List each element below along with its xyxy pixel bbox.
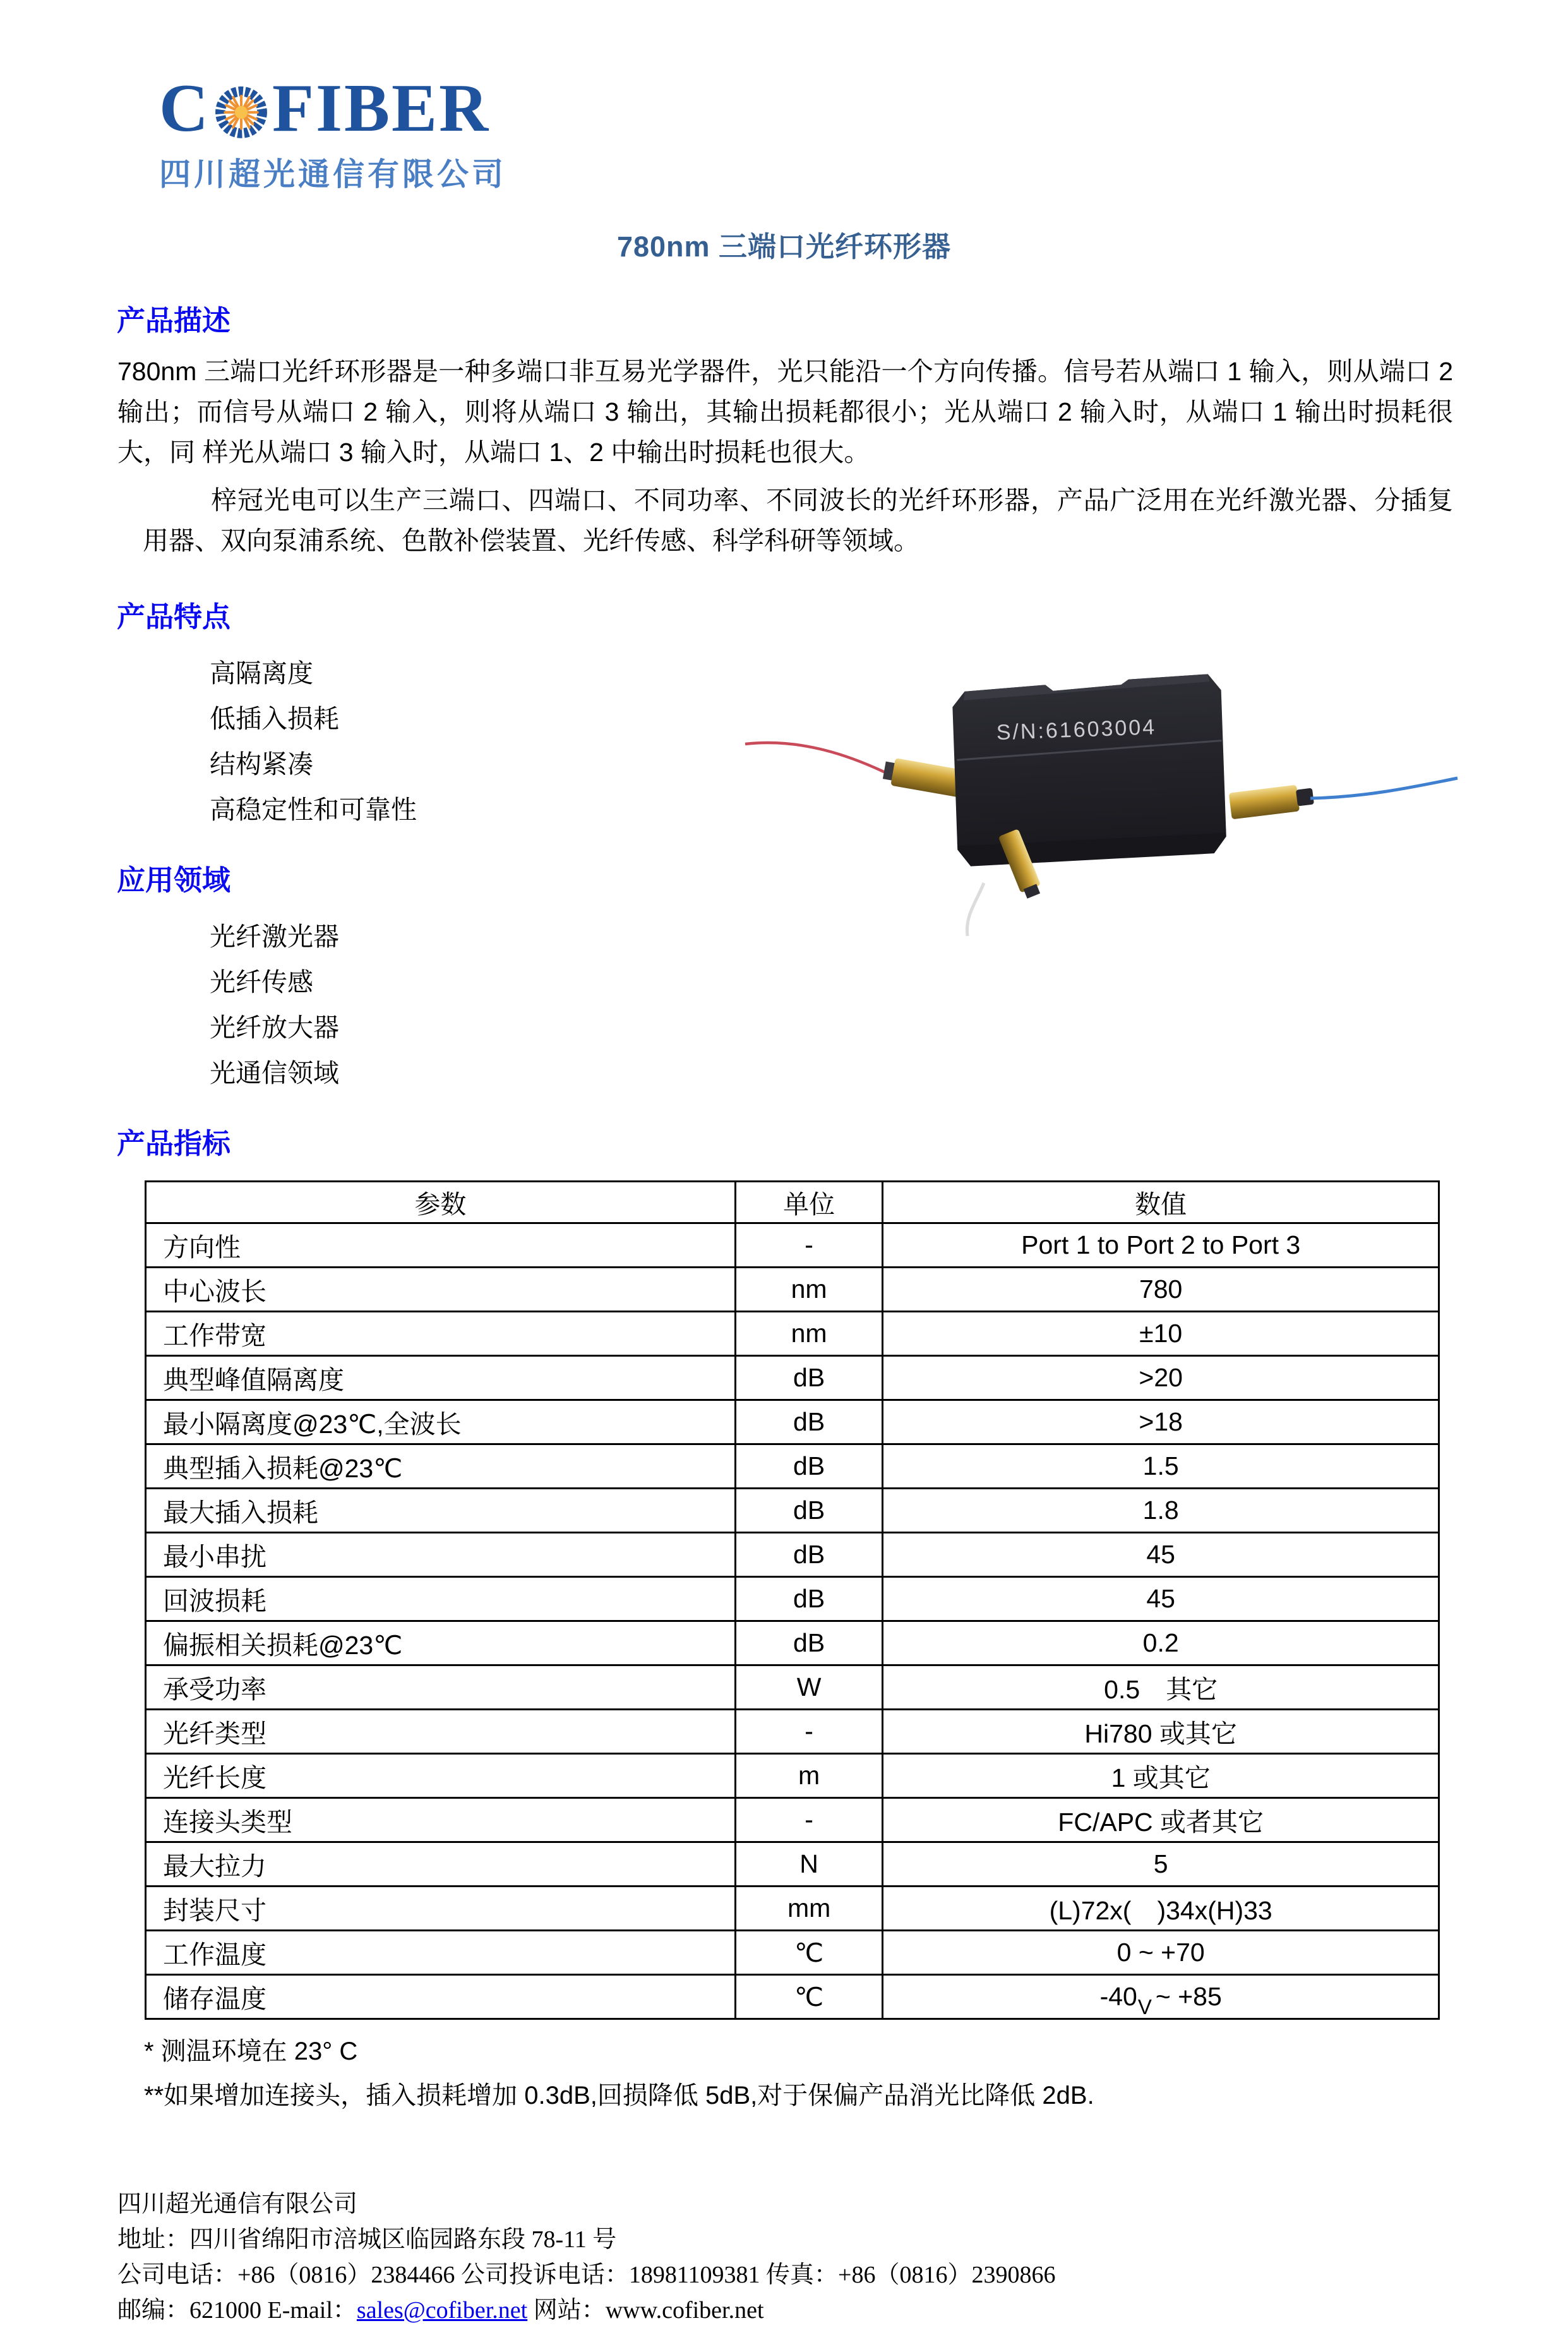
logo-company-name: 四川超光通信有限公司 [159,157,506,192]
feature-item: 低插入损耗 [210,704,339,733]
param-cell: 工作带宽 [146,1312,736,1356]
header-unit: 单位 [735,1182,882,1223]
storage-temp-main: -40 [1099,1982,1137,2011]
description-paragraph-1: 780nm 三端口光纤环形器是一种多端口非互易光学器件，光只能沿一个方向传播。信号若从端口 1 输入，则从端口 2 输出；而信号从端口 2 输入，则将从端口 3 输出，其输出损耗都很小；光从端口 2 输入时，从端口 1 输出时损耗很大，同 样光从端口 3 输入时，从端口 1、2 中输出时损耗也很大。 [117,357,1453,467]
table-footnotes [144,2035,1568,2112]
unit-cell: N [735,1842,882,1887]
param-cell: 连接头类型 [146,1798,736,1842]
footer-website-label: 网站： [527,2297,606,2324]
unit-cell: dB [735,1621,882,1665]
footnote-2: **如果增加连接头，插入损耗增加 0.3dB,回损降低 5dB,对于保偏产品消光比降低 2dB. [144,2082,1094,2109]
value-cell: 780 [883,1268,1439,1312]
footer-address: 地址：四川省绵阳市涪城区临园路东段 78-11 号 [117,2226,617,2253]
param-cell: 中心波长 [146,1268,736,1312]
value-cell: 45 [883,1577,1439,1621]
heading-product-description: 产品描述 [117,304,231,337]
application-item: 光纤激光器 [210,922,339,951]
value-cell: Port 1 to Port 2 to Port 3 [883,1223,1439,1268]
table-row [146,1312,1439,1356]
param-cell: 最大插入损耗 [146,1489,736,1533]
value-cell: >18 [883,1400,1439,1444]
param-cell: 承受功率 [146,1665,736,1710]
table-row [146,1223,1439,1268]
unit-cell: mm [735,1887,882,1931]
storage-temp-tail: ~ +85 [1155,1982,1222,2011]
unit-cell: - [735,1710,882,1754]
heading-product-specs: 产品指标 [117,1127,231,1160]
fiber-blue [1310,778,1457,798]
serial-number-label: S/N:61603004 [996,715,1157,745]
unit-cell: ℃ [735,1975,882,2019]
value-cell: 0 ~ +70 [883,1931,1439,1975]
email-link[interactable]: sales@cofiber.net [356,2297,528,2324]
table-header-row [146,1182,1439,1223]
left-ferrule-icon [882,757,966,798]
circulator-device-image [733,644,1459,985]
table-row [146,1577,1439,1621]
value-cell: 1 或其它 [883,1754,1439,1798]
unit-cell: nm [735,1268,882,1312]
value-cell: ±10 [883,1312,1439,1356]
value-cell: >20 [883,1356,1439,1400]
param-cell: 光纤长度 [146,1754,736,1798]
unit-cell: dB [735,1356,882,1400]
brand-letter-c: C [159,71,210,146]
value-cell: Hi780 或其它 [883,1710,1439,1754]
fiber-red [745,743,889,774]
right-ferrule-icon [1229,783,1315,820]
header-param: 参数 [146,1182,736,1223]
brand-wordmark [159,71,1568,146]
table-row [146,1356,1439,1400]
table-row [146,1268,1439,1312]
unit-cell: W [735,1665,882,1710]
value-cell [883,1975,1439,2019]
table-row [146,1975,1439,2019]
unit-cell: ℃ [735,1931,882,1975]
footer-phones: 公司电话：+86（0816）2384466 公司投诉电话：18981109381 传真：+86（0816）2390866 [117,2262,1056,2288]
value-cell: (L)72x( )34x(H)33 [883,1887,1439,1931]
footer-website: www.cofiber.net [605,2297,764,2324]
unit-cell: dB [735,1533,882,1577]
param-cell: 最小隔离度@23℃,全波长 [146,1400,736,1444]
application-item: 光通信领域 [210,1059,339,1088]
param-cell: 光纤类型 [146,1710,736,1754]
feature-item: 高隔离度 [210,659,313,688]
specs-table [145,1180,1440,2020]
value-cell: 1.5 [883,1444,1439,1489]
value-cell: 0.2 [883,1621,1439,1665]
value-cell: 1.8 [883,1489,1439,1533]
param-cell: 最大拉力 [146,1842,736,1887]
param-cell: 方向性 [146,1223,736,1268]
table-row [146,1489,1439,1533]
heading-product-features: 产品特点 [117,601,231,633]
param-cell: 回波损耗 [146,1577,736,1621]
table-row [146,1887,1439,1931]
value-cell: 45 [883,1533,1439,1577]
product-photo [733,644,1459,985]
footer-company: 四川超光通信有限公司 [117,2191,358,2217]
storage-temp-subscript: V [1137,1995,1152,2019]
table-row [146,1621,1439,1665]
unit-cell: dB [735,1400,882,1444]
table-row [146,1754,1439,1798]
heading-application-areas: 应用领域 [117,864,231,896]
unit-cell: m [735,1754,882,1798]
unit-cell: - [735,1798,882,1842]
device-box [952,674,1227,867]
application-item: 光纤传感 [210,968,313,997]
page-title: 780nm 三端口光纤环形器 [616,231,952,263]
unit-cell: dB [735,1444,882,1489]
param-cell: 储存温度 [146,1975,736,2019]
param-cell: 工作温度 [146,1931,736,1975]
footer-postal-email-line [117,2293,1442,2328]
footnote-1: * 测温环境在 23° C [144,2037,358,2065]
table-row [146,1710,1439,1754]
value-cell: 0.5 其它 [883,1665,1439,1710]
feature-item: 高稳定性和可靠性 [210,795,417,824]
unit-cell: dB [735,1489,882,1533]
unit-cell: nm [735,1312,882,1356]
param-cell: 封装尺寸 [146,1887,736,1931]
unit-cell: - [735,1223,882,1268]
table-row [146,1665,1439,1710]
value-cell: FC/APC 或者其它 [883,1798,1439,1842]
table-row [146,1842,1439,1887]
table-row [146,1400,1439,1444]
table-row [146,1444,1439,1489]
fiber-white [967,883,984,936]
table-row [146,1533,1439,1577]
header-value: 数值 [883,1182,1439,1223]
table-row [146,1931,1439,1975]
unit-cell: dB [735,1577,882,1621]
sun-wheel-icon [212,82,270,140]
value-cell: 5 [883,1842,1439,1887]
param-cell: 典型峰值隔离度 [146,1356,736,1400]
company-logo [0,0,1568,195]
feature-item: 结构紧凑 [210,750,313,779]
footer-contact-block [117,2187,1442,2328]
application-item: 光纤放大器 [210,1013,339,1042]
param-cell: 最小串扰 [146,1533,736,1577]
brand-letters-fiber: FIBER [272,71,491,146]
table-row [146,1798,1439,1842]
param-cell: 典型插入损耗@23℃ [146,1444,736,1489]
param-cell: 偏振相关损耗@23℃ [146,1621,736,1665]
footer-postal-email-prefix: 邮编：621000 E-mail： [117,2297,357,2324]
description-paragraph-2: 梓冠光电可以生产三端口、四端口、不同功率、不同波长的光纤环形器，产品广泛用在光纤激光器、分插复用器、双向泵浦系统、色散补偿装置、光纤传感、科学科研等领域。 [143,486,1453,555]
